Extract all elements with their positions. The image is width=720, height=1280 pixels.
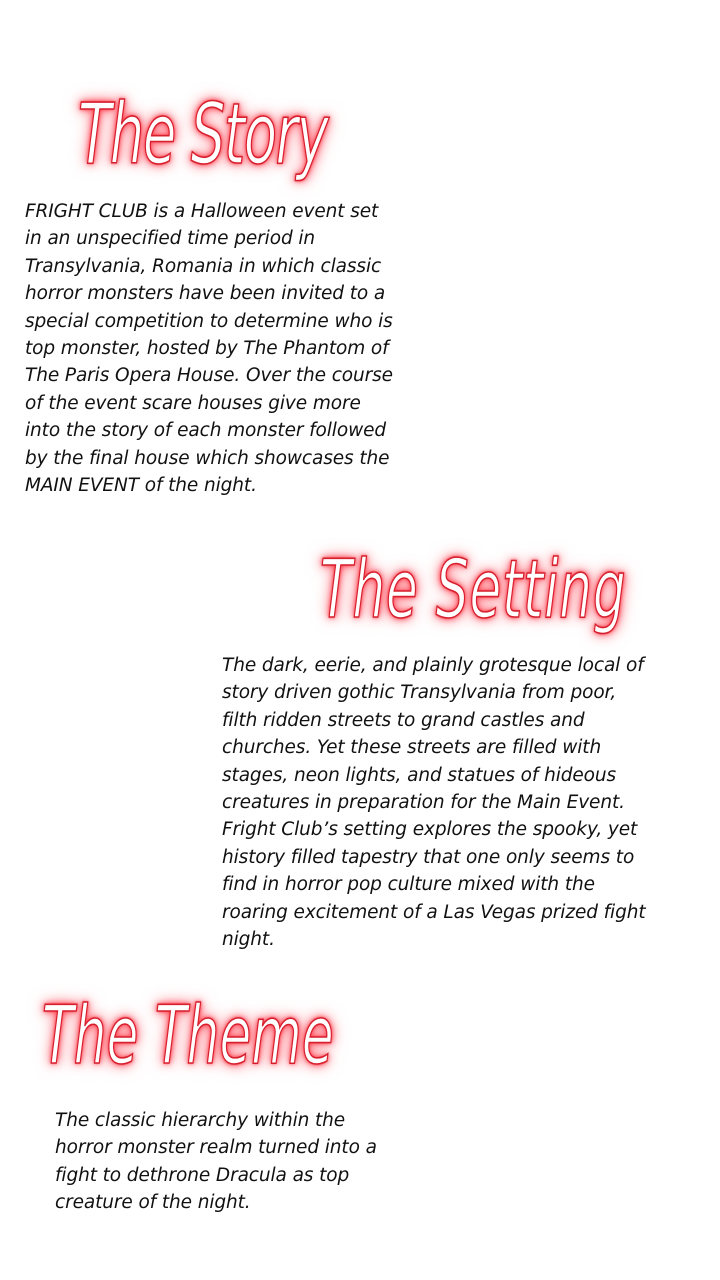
setting-line: roaring excitement of a Las Vegas prized fight bbox=[222, 901, 646, 923]
setting-line: filth ridden streets to grand castles and bbox=[222, 709, 585, 731]
story-heading: The Story bbox=[78, 85, 328, 183]
setting-line: story driven gothic Transylvania from poor, bbox=[222, 682, 617, 704]
story-line: The Paris Opera House. Over the course bbox=[25, 365, 393, 387]
setting-line: The dark, eerie, and plainly grotesque local of bbox=[222, 655, 644, 676]
theme-line: creature of the night. bbox=[55, 1192, 251, 1214]
story-line: of the event scare houses give more bbox=[25, 392, 361, 414]
story-line: into the story of each monster followed bbox=[25, 420, 387, 442]
theme-line: fight to dethrone Dracula as top bbox=[55, 1164, 350, 1186]
theme-heading: The Theme bbox=[42, 989, 334, 1082]
setting-line: stages, neon lights, and statues of hideous bbox=[222, 764, 617, 786]
story-line: FRIGHT CLUB is a Halloween event set bbox=[25, 201, 379, 222]
story-line: by the final house which showcases the bbox=[25, 447, 390, 469]
story-paragraph bbox=[25, 198, 393, 499]
theme-line: horror monster realm turned into a bbox=[55, 1137, 377, 1159]
story-line: in an unspecified time period in bbox=[25, 228, 316, 250]
setting-paragraph bbox=[222, 652, 646, 953]
setting-line: Fright Club’s setting explores the spooky, yet bbox=[222, 819, 638, 841]
setting-heading: The Setting bbox=[320, 543, 627, 636]
setting-line: find in horror pop culture mixed with the bbox=[222, 874, 595, 896]
setting-line: creatures in preparation for the Main Event. bbox=[222, 792, 625, 814]
setting-line: night. bbox=[222, 929, 275, 951]
story-line: horror monsters have been invited to a bbox=[25, 283, 386, 305]
theme-paragraph bbox=[55, 1107, 377, 1217]
story-line: top monster, hosted by The Phantom of bbox=[25, 338, 389, 360]
story-line: Transylvania, Romania in which classic bbox=[25, 255, 382, 277]
setting-line: history filled tapestry that one only seems to bbox=[222, 846, 635, 868]
theme-line: The classic hierarchy within the bbox=[55, 1110, 346, 1131]
story-line: special competition to determine who is bbox=[25, 310, 393, 332]
story-line: MAIN EVENT of the night. bbox=[25, 475, 257, 497]
setting-line: churches. Yet these streets are filled with bbox=[222, 737, 602, 759]
